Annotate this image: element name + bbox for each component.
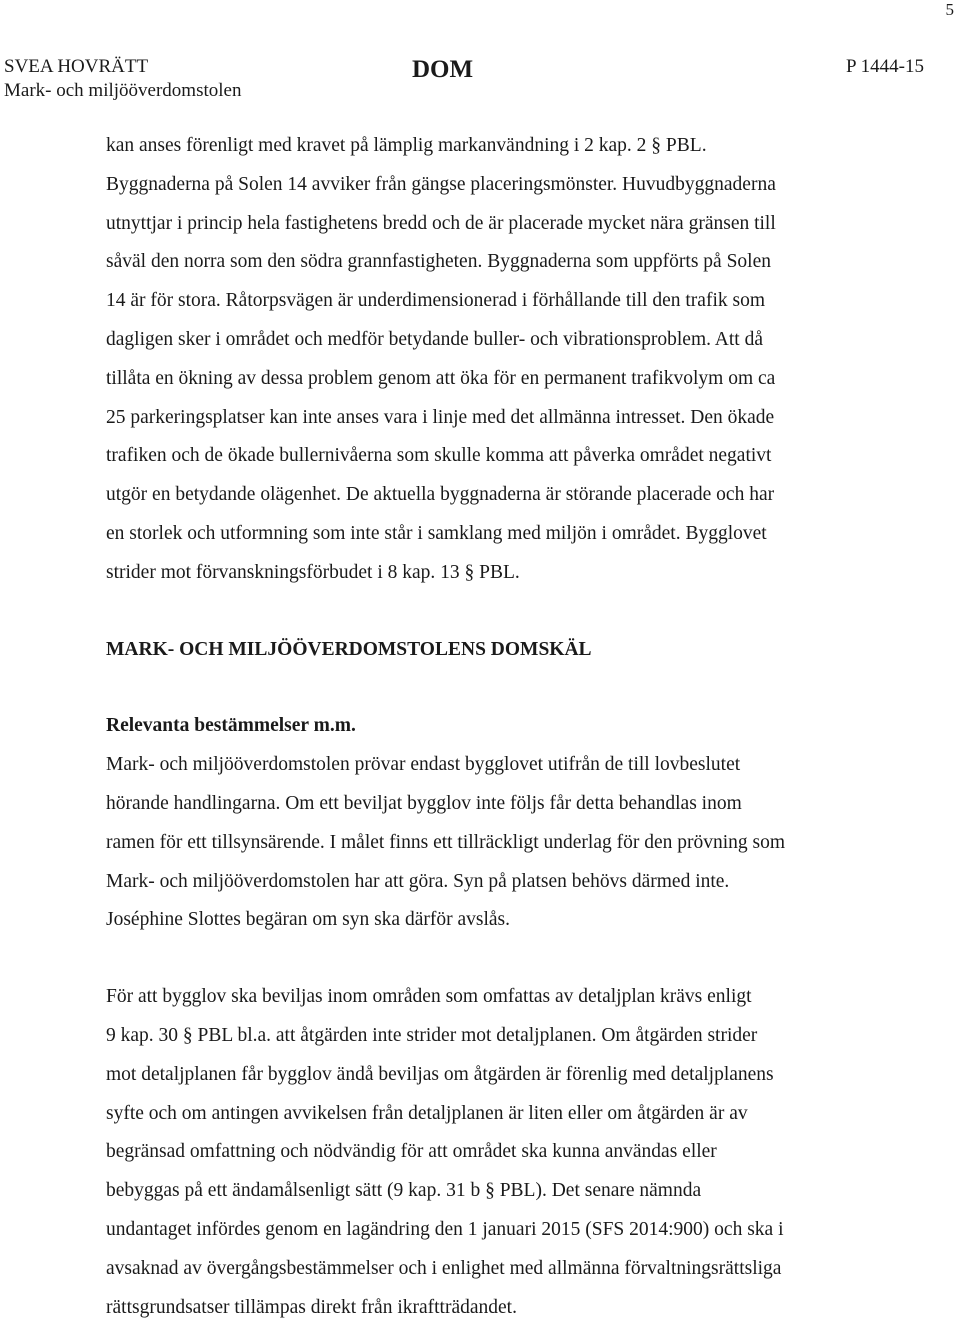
page-number: 5	[945, 0, 954, 19]
spacer	[106, 593, 906, 631]
paragraph-line: begränsad omfattning och nödvändig för att området ska kunna användas eller	[106, 1141, 717, 1163]
paragraph-line: ramen för ett tillsynsärende. I målet finns ett tillräckligt underlag för den prövning som	[106, 831, 786, 853]
subheading: Relevanta bestämmelser m.m.	[106, 715, 356, 737]
paragraph-line: såväl den norra som den södra grannfastigheten. Byggnaderna som uppförts på Solen	[106, 251, 771, 273]
paragraph-1	[106, 127, 906, 593]
paragraph-line: Byggnaderna på Solen 14 avviker från gängse placeringsmönster. Huvudbyggnaderna	[106, 173, 776, 195]
paragraph-line: 25 parkeringsplatser kan inte anses vara i linje med det allmänna intresset. Den ökade	[106, 406, 775, 428]
paragraph-line: utnyttjar i princip hela fastighetens bredd och de är placerade mycket nära gränsen till	[106, 212, 776, 234]
court-division: Mark- och miljööverdomstolen	[4, 80, 242, 101]
paragraph-line: 14 är för stora. Råtorpsvägen är underdimensionerad i förhållande till den trafik som	[106, 290, 766, 312]
paragraph-line: 9 kap. 30 § PBL bl.a. att åtgärden inte strider mot detaljplanen. Om åtgärden strider	[106, 1024, 758, 1046]
paragraph-line: syfte och om antingen avvikelsen från detaljplanen är liten eller om åtgärden är av	[106, 1102, 748, 1124]
paragraph-line: Mark- och miljööverdomstolen har att göra. Syn på platsen behövs därmed inte.	[106, 870, 730, 892]
paragraph-line: strider mot förvanskningsförbudet i 8 kap. 13 § PBL.	[106, 561, 520, 583]
paragraph-line: trafiken och de ökade bullernivåerna som skulle komma att påverka området negativt	[106, 445, 772, 467]
section-heading: MARK- OCH MILJÖÖVERDOMSTOLENS DOMSKÄL	[106, 638, 592, 660]
paragraph-line: rättsgrundsatser tillämpas direkt från ikraftträdandet.	[106, 1296, 517, 1318]
spacer	[106, 940, 906, 978]
paragraph-line: utgör en betydande olägenhet. De aktuella byggnaderna är störande placerade och har	[106, 484, 775, 506]
paragraph-line: bebyggas på ett ändamålsenligt sätt (9 kap. 31 b § PBL). Det senare nämnda	[106, 1180, 702, 1202]
paragraph-line: tillåta en ökning av dessa problem genom att öka för en permanent trafikvolym om ca	[106, 367, 776, 389]
paragraph-line: För att bygglov ska beviljas inom områden som omfattas av detaljplan krävs enligt	[106, 986, 752, 1008]
paragraph-line: Joséphine Slottes begäran om syn ska därför avslås.	[106, 909, 510, 931]
paragraph-2	[106, 746, 906, 940]
paragraph-3	[106, 978, 906, 1327]
paragraph-line: hörande handlingarna. Om ett beviljat bygglov inte följs får detta behandlas inom	[106, 792, 742, 814]
court-name: SVEA HOVRÄTT	[4, 56, 149, 77]
paragraph-line: Mark- och miljööverdomstolen prövar endast bygglovet utifrån de till lovbeslutet	[106, 754, 741, 776]
paragraph-line: en storlek och utformning som inte står i samklang med miljön i området. Bygglovet	[106, 522, 767, 544]
paragraph-line: kan anses förenligt med kravet på lämplig markanvändning i 2 kap. 2 § PBL.	[106, 135, 707, 156]
document-type: DOM	[412, 56, 474, 83]
paragraph-line: avsaknad av övergångsbestämmelser och i enlighet med allmänna förvaltningsrättsliga	[106, 1257, 782, 1279]
paragraph-line: dagligen sker i området och medför betydande buller- och vibrationsproblem. Att då	[106, 328, 764, 350]
document-header	[4, 55, 924, 105]
document-body	[106, 127, 906, 1327]
case-number: P 1444-15	[846, 56, 924, 77]
spacer	[106, 669, 906, 707]
paragraph-line: undantaget infördes genom en lagändring den 1 januari 2015 (SFS 2014:900) och ska i	[106, 1218, 784, 1240]
paragraph-line: mot detaljplanen får bygglov ändå beviljas om åtgärden är förenlig med detaljplanens	[106, 1063, 774, 1085]
